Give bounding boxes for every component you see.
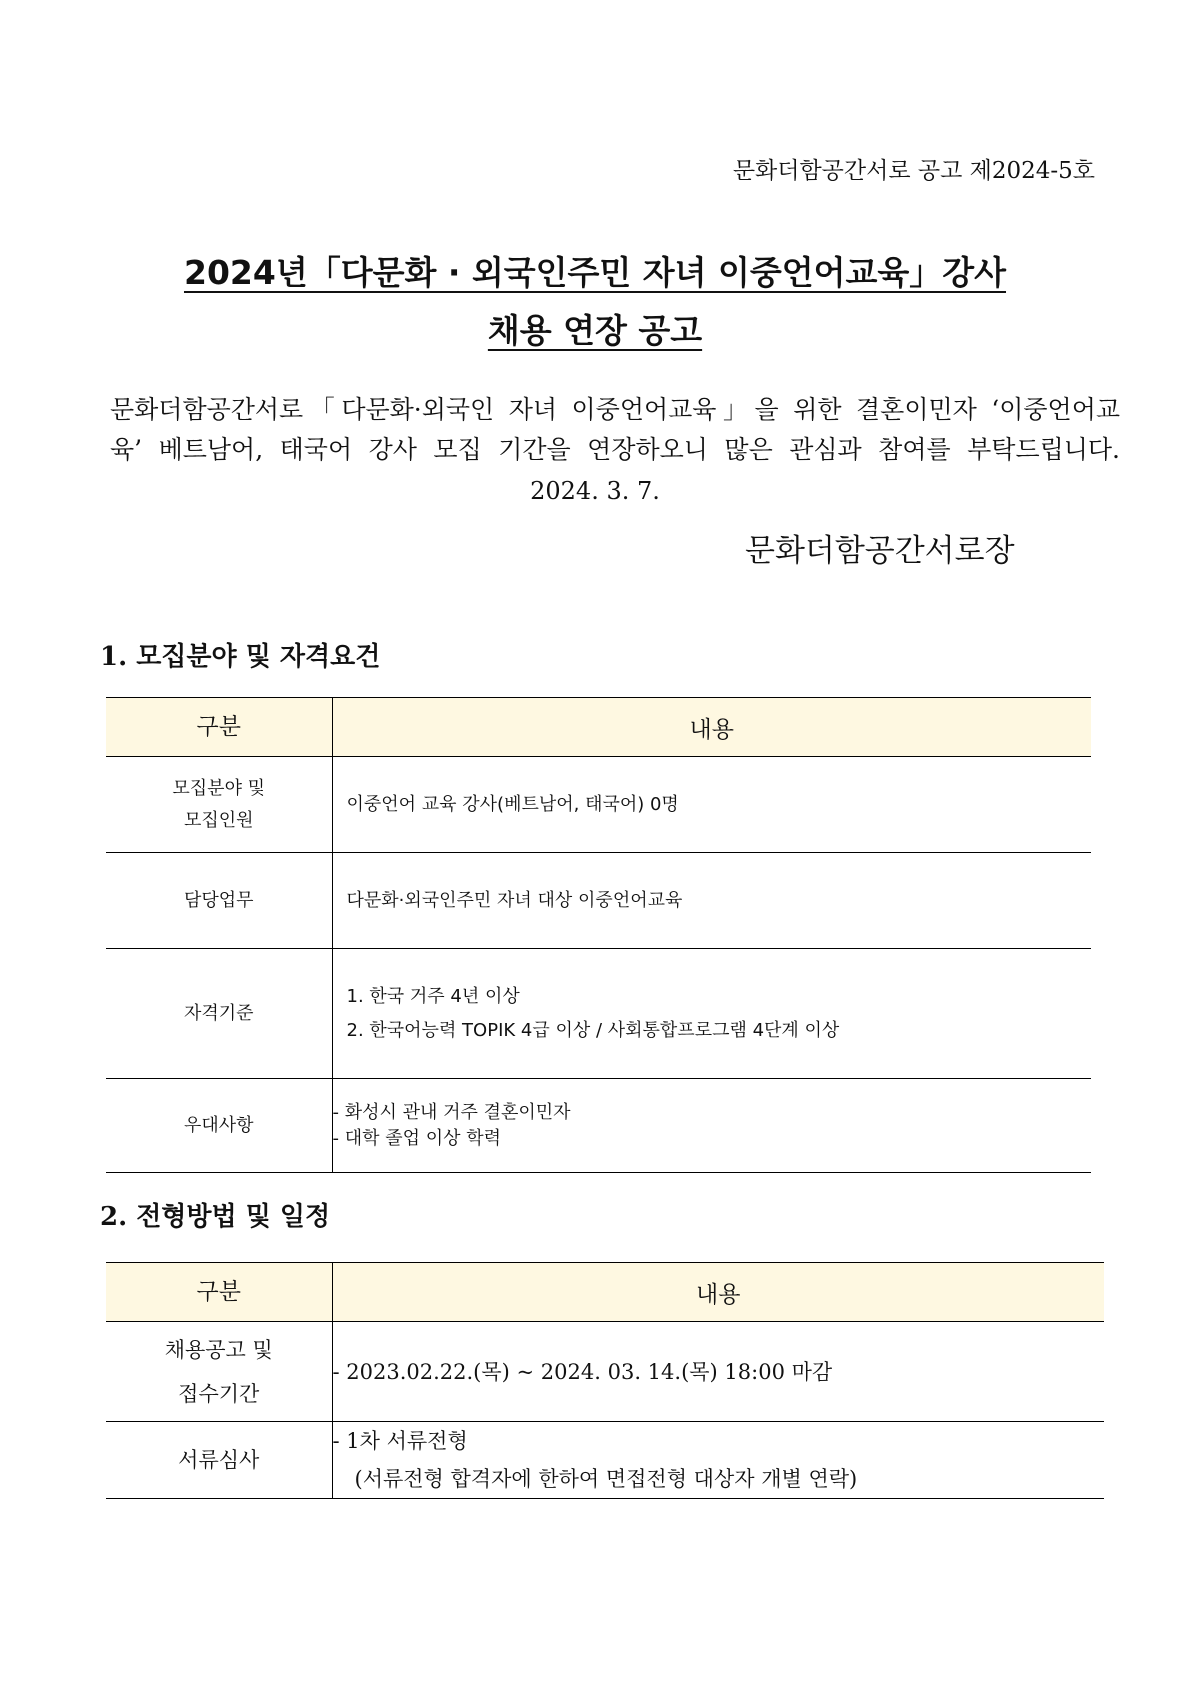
title-line-1-text: 2024년「다문화 · 외국인주민 자녀 이중언어교육」강사: [183, 253, 1007, 292]
title-line-2-text: 채용 연장 공고: [487, 311, 703, 350]
announcement-date: 2024. 3. 7.: [530, 477, 660, 505]
table-row: [106, 1422, 1104, 1499]
intro-line-2: 육’ 베트남어, 태국어 강사 모집 기간을 연장하오니 많은 관심과 참여를 부탁드립니다.: [110, 435, 1120, 464]
table-row: [106, 757, 1091, 853]
table-header-row: [106, 698, 1091, 757]
row-label: [106, 853, 332, 949]
table-row: [106, 1322, 1104, 1422]
row-content: [332, 1079, 1091, 1173]
row-label-line: 서류심사: [178, 1448, 260, 1472]
row-label-line: 채용공고 및: [164, 1337, 273, 1362]
row-label-line: 자격기준: [183, 1002, 254, 1024]
row-content: [332, 1322, 1104, 1422]
row-label: [106, 757, 332, 853]
row-label: [106, 1322, 332, 1422]
row-content-line: - 1차 서류전형: [332, 1429, 468, 1453]
title-line-2: [0, 305, 1190, 352]
intro-line-1: 문화더함공간서로「다문화·외국인 자녀 이중언어교육」을 위한 결혼이민자 ‘이중언어교: [110, 395, 1120, 424]
row-label-line: 모집분야 및: [172, 777, 266, 799]
row-label: [106, 1079, 332, 1173]
row-content-line: - 화성시 관내 거주 결혼이민자: [332, 1101, 571, 1123]
recruitment-table: [106, 697, 1091, 1173]
document-number: 문화더함공간서로 공고 제2024-5호: [732, 158, 1095, 184]
table-row: [106, 853, 1091, 949]
row-content: [332, 1422, 1104, 1499]
row-content-line: - 대학 졸업 이상 학력: [332, 1127, 501, 1149]
section-1-heading: 1. 모집분야 및 자격요건: [100, 642, 381, 672]
header-content: 내용: [332, 1263, 1104, 1322]
row-label: [106, 1422, 332, 1499]
section-2-heading: 2. 전형방법 및 일정: [100, 1202, 331, 1232]
schedule-table: [106, 1262, 1104, 1499]
issuer-name: 문화더함공간서로장: [745, 533, 1015, 569]
row-content-line: 1. 한국 거주 4년 이상: [346, 985, 520, 1007]
table-header-row: [106, 1263, 1104, 1322]
row-content-line: 2. 한국어능력 TOPIK 4급 이상 / 사회통합프로그램 4단계 이상: [346, 1019, 840, 1041]
row-content: [332, 853, 1091, 949]
row-content-line: 다문화·외국인주민 자녀 대상 이중언어교육: [346, 889, 683, 911]
row-label-line: 우대사항: [183, 1114, 254, 1136]
title-line-1: [0, 247, 1190, 294]
row-label: [106, 949, 332, 1079]
row-content-line: 이중언어 교육 강사(베트남어, 태국어) 0명: [346, 793, 679, 815]
row-content-line: (서류전형 합격자에 한하여 면접전형 대상자 개별 연락): [354, 1467, 858, 1491]
row-label-line: 접수기간: [178, 1381, 260, 1406]
row-content: [332, 949, 1091, 1079]
row-label-line: 모집인원: [183, 809, 254, 831]
row-content-line: - 2023.02.22.(목) ~ 2024. 03. 14.(목) 18:00 마감: [332, 1359, 833, 1384]
row-label-line: 담당업무: [183, 889, 254, 911]
header-category: 구분: [106, 698, 332, 757]
table-row: [106, 949, 1091, 1079]
header-category: 구분: [106, 1263, 332, 1322]
row-content: [332, 757, 1091, 853]
header-content: 내용: [332, 698, 1091, 757]
table-row: [106, 1079, 1091, 1173]
